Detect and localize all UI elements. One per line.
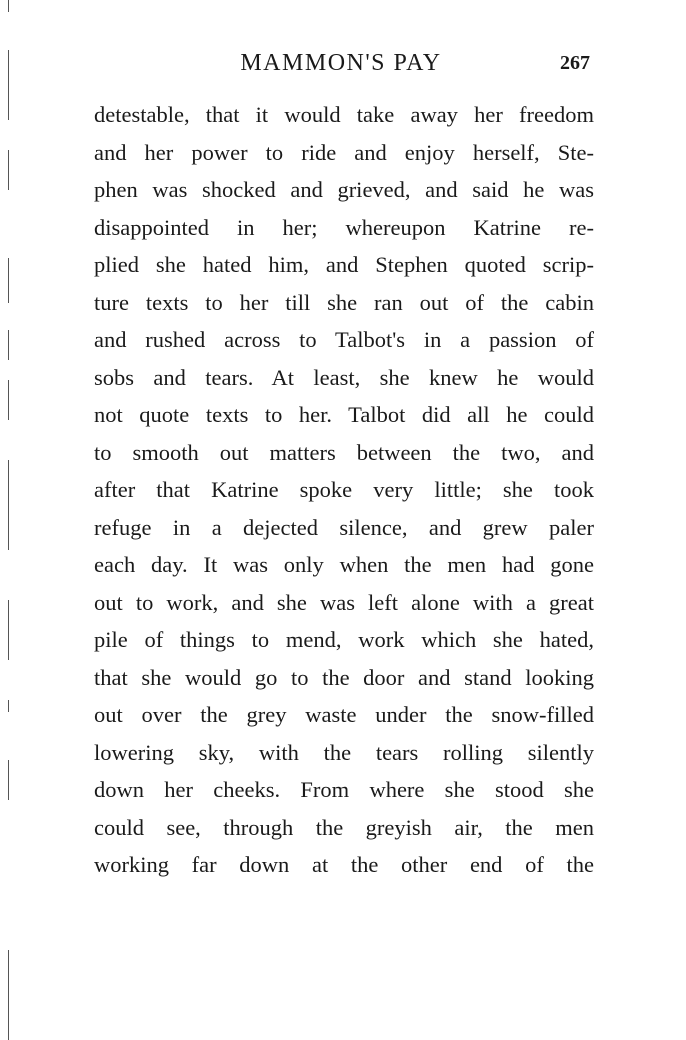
gutter-mark <box>8 700 9 712</box>
text-line: sobs and tears. At least, she knew he would <box>94 364 594 390</box>
text-line: that she would go to the door and stand looking <box>94 664 594 690</box>
text-line: ture texts to her till she ran out of the cabin <box>94 289 594 315</box>
text-line: after that Katrine spoke very little; she took <box>94 477 594 502</box>
text-line: detestable, that it would take away her freedom <box>94 102 594 127</box>
running-title: MAMMON'S PAY <box>240 50 442 76</box>
text-line: could see, through the greyish air, the men <box>94 814 594 840</box>
gutter-mark <box>8 460 9 550</box>
gutter-mark <box>8 50 9 120</box>
text-line: working far down at the other end of the <box>94 852 594 877</box>
text-line: each day. It was only when the men had gone <box>94 552 594 577</box>
text-line: and rushed across to Talbot's in a passion of <box>94 327 594 352</box>
text-line: and her power to ride and enjoy herself, Ste- <box>94 139 594 165</box>
text-line: refuge in a dejected silence, and grew paler <box>94 514 594 540</box>
gutter-mark <box>8 950 9 1040</box>
gutter-mark <box>8 600 9 660</box>
text-line: lowering sky, with the tears rolling silently <box>94 739 594 765</box>
text-line: plied she hated him, and Stephen quoted scrip- <box>94 252 594 277</box>
text-line: out to work, and she was left alone with a great <box>94 589 594 615</box>
text-line: to smooth out matters between the two, and <box>94 439 594 465</box>
text-line: out over the grey waste under the snow-filled <box>94 702 594 727</box>
page-number: 267 <box>560 52 590 74</box>
text-line: phen was shocked and grieved, and said he was <box>94 177 594 202</box>
text-line: not quote texts to her. Talbot did all he could <box>94 402 594 427</box>
gutter-mark <box>8 258 9 303</box>
gutter-mark <box>8 150 9 190</box>
text-line: disappointed in her; whereupon Katrine re- <box>94 214 594 240</box>
gutter-mark <box>8 760 9 800</box>
body-text <box>94 96 594 884</box>
text-line: pile of things to mend, work which she hated, <box>94 627 594 652</box>
gutter-mark <box>8 0 9 12</box>
gutter-mark <box>8 330 9 360</box>
gutter-mark <box>8 380 9 420</box>
running-head <box>94 50 594 80</box>
text-line: down her cheeks. From where she stood she <box>94 777 594 802</box>
